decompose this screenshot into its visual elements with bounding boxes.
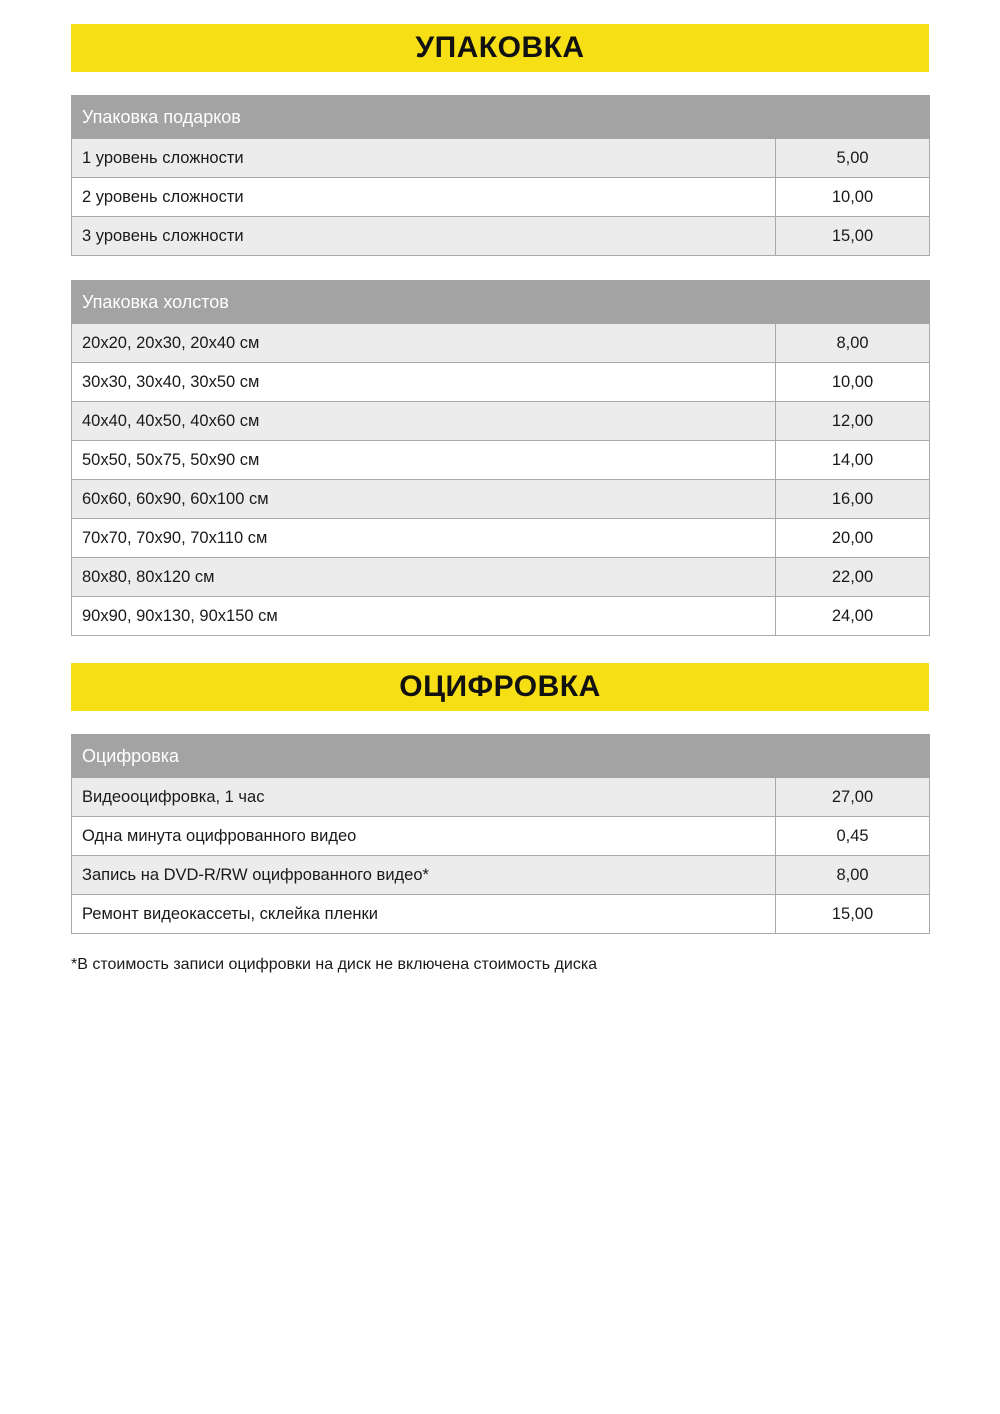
table-header: Упаковка подарков xyxy=(72,96,930,139)
item-price: 15,00 xyxy=(776,895,930,934)
table-row xyxy=(72,519,930,558)
footnote: *В стоимость записи оцифровки на диск не включена стоимость диска xyxy=(71,956,598,973)
item-name: 40x40, 40x50, 40x60 см xyxy=(72,402,776,441)
item-price: 5,00 xyxy=(776,139,930,178)
item-name: 50x50, 50x75, 50x90 см xyxy=(72,441,776,480)
item-name: 3 уровень сложности xyxy=(72,217,776,256)
section-banner-packaging xyxy=(71,24,929,72)
item-name: 2 уровень сложности xyxy=(72,178,776,217)
item-price: 10,00 xyxy=(776,178,930,217)
price-table-canvas-packaging xyxy=(71,280,930,636)
price-table-digitizing xyxy=(71,734,930,934)
table-row xyxy=(72,217,930,256)
item-name: 80x80, 80x120 см xyxy=(72,558,776,597)
item-name: 1 уровень сложности xyxy=(72,139,776,178)
table-row xyxy=(72,597,930,636)
section-title: ОЦИФРОВКА xyxy=(399,670,601,703)
item-price: 24,00 xyxy=(776,597,930,636)
item-price: 20,00 xyxy=(776,519,930,558)
section-banner-digitizing xyxy=(71,663,929,711)
item-price: 16,00 xyxy=(776,480,930,519)
item-price: 22,00 xyxy=(776,558,930,597)
item-price: 27,00 xyxy=(776,778,930,817)
table-row xyxy=(72,441,930,480)
table-row xyxy=(72,856,930,895)
table-row xyxy=(72,324,930,363)
section-title: УПАКОВКА xyxy=(415,31,585,64)
table-row xyxy=(72,778,930,817)
item-price: 12,00 xyxy=(776,402,930,441)
item-price: 0,45 xyxy=(776,817,930,856)
table-header: Упаковка холстов xyxy=(72,281,930,324)
item-name: Одна минута оцифрованного видео xyxy=(72,817,776,856)
item-name: Ремонт видеокассеты, склейка пленки xyxy=(72,895,776,934)
table-row xyxy=(72,178,930,217)
item-name: 60x60, 60x90, 60x100 см xyxy=(72,480,776,519)
item-name: 90x90, 90x130, 90x150 см xyxy=(72,597,776,636)
item-name: Запись на DVD-R/RW оцифрованного видео* xyxy=(72,856,776,895)
table-row xyxy=(72,558,930,597)
item-name: 70x70, 70x90, 70x110 см xyxy=(72,519,776,558)
table-header: Оцифровка xyxy=(72,735,930,778)
item-price: 10,00 xyxy=(776,363,930,402)
table-row xyxy=(72,363,930,402)
price-table-gift-packaging xyxy=(71,95,930,256)
item-price: 15,00 xyxy=(776,217,930,256)
table-row xyxy=(72,402,930,441)
item-price: 8,00 xyxy=(776,324,930,363)
item-price: 14,00 xyxy=(776,441,930,480)
item-name: Видеооцифровка, 1 час xyxy=(72,778,776,817)
item-name: 30x30, 30x40, 30x50 см xyxy=(72,363,776,402)
table-row xyxy=(72,895,930,934)
table-row xyxy=(72,139,930,178)
item-price: 8,00 xyxy=(776,856,930,895)
item-name: 20x20, 20x30, 20x40 см xyxy=(72,324,776,363)
table-row xyxy=(72,817,930,856)
table-row xyxy=(72,480,930,519)
